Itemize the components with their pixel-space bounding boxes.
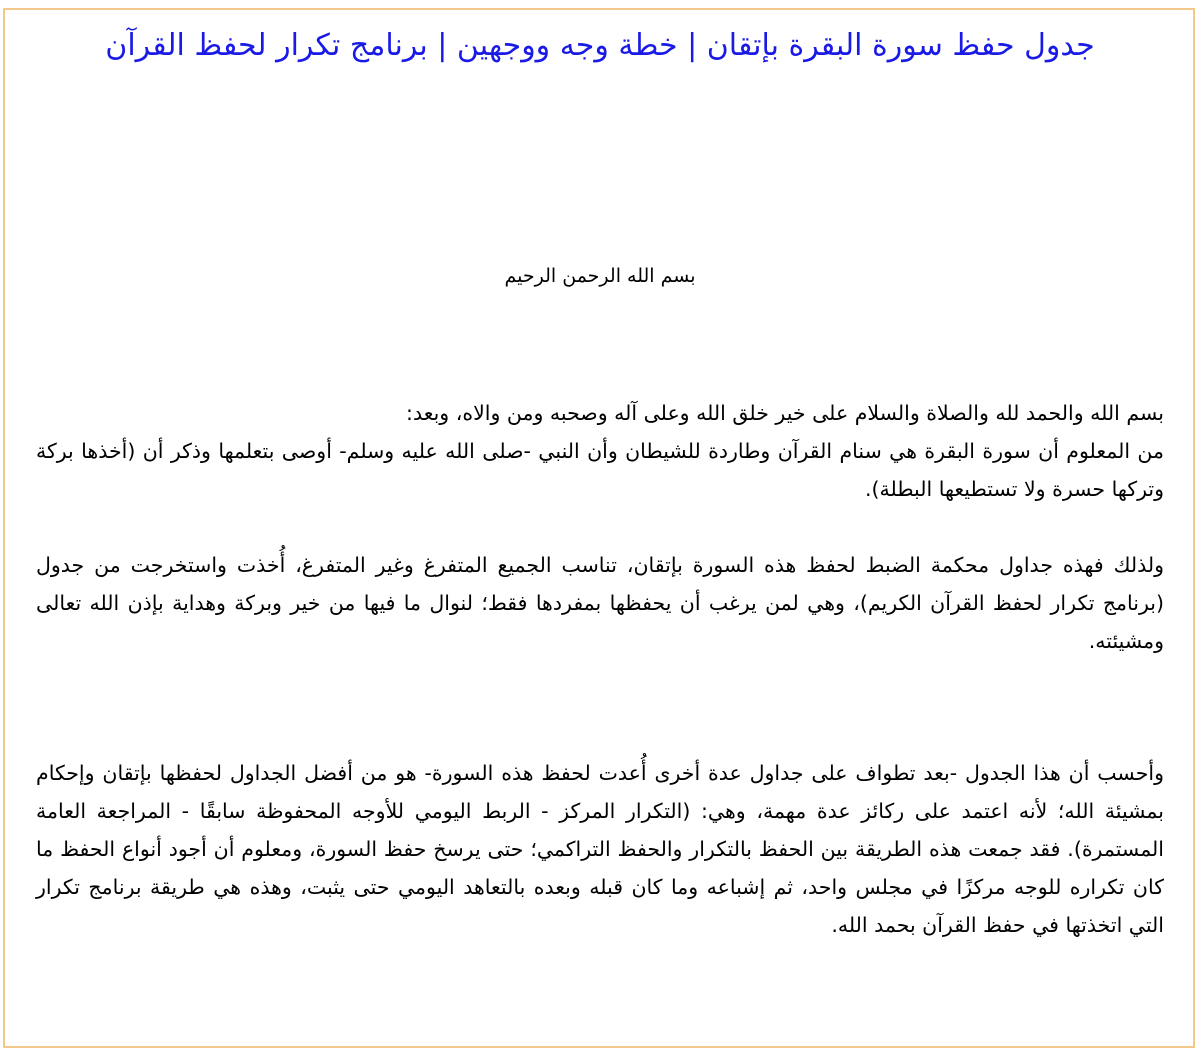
- paragraph-virtue: من المعلوم أن سورة البقرة هي سنام القرآن وطاردة للشيطان وأن النبي -صلى الله عليه وسلم- أوصى بتعلمها وذكر أن (أخذها بركة وتركها حسرة ولا تستطيعها البطلة).: [36, 439, 1164, 501]
- document-title: جدول حفظ سورة البقرة بإتقان | خطة وجه ووجهين | برنامج تكرار لحفظ القرآن: [105, 28, 1095, 63]
- paragraph-purpose: ولذلك فهذه جداول محكمة الضبط لحفظ هذه السورة بإتقان، تناسب الجميع المتفرغ وغير المتفرغ، أُخذت واستخرجت من جدول (برنامج تكرار لحفظ القرآن الكريم)، وهي لمن يرغب أن يحفظها بمفردها فقط؛ لنوال ما فيها من خير وبركة وهداية بإذن الله تعالى ومشيئته.: [36, 553, 1164, 653]
- paragraph-opening: بسم الله والحمد لله والصلاة والسلام على خير خلق الله وعلى آله وصحبه ومن والاه، وبعد:: [406, 401, 1164, 425]
- paragraph-method: وأحسب أن هذا الجدول -بعد تطواف على جداول عدة أخرى أُعدت لحفظ هذه السورة- هو من أفضل الجداول لحفظها بإتقان وإحكام بمشيئة الله؛ لأنه اعتمد على ركائز عدة مهمة، وهي: (التكرار المركز - الربط اليومي للأوجه المحفوظة سابقًا - المراجعة العامة المستمرة). فقد جمعت هذه الطريقة بين الحفظ بالتكرار والحفظ التراكمي؛ حتى يرسخ حفظ السورة، ومعلوم أن أجود أنواع الحفظ ما كان تكراره للوجه مركزًا في مجلس واحد، ثم إشباعه وما كان قبله وبعده بالتعاهد اليومي حتى يثبت، وهذه هي طريقة برنامج تكرار التي اتخذتها في حفظ القرآن بحمد الله.: [36, 761, 1164, 937]
- basmala-heading: بسم الله الرحمن الرحيم: [504, 265, 696, 287]
